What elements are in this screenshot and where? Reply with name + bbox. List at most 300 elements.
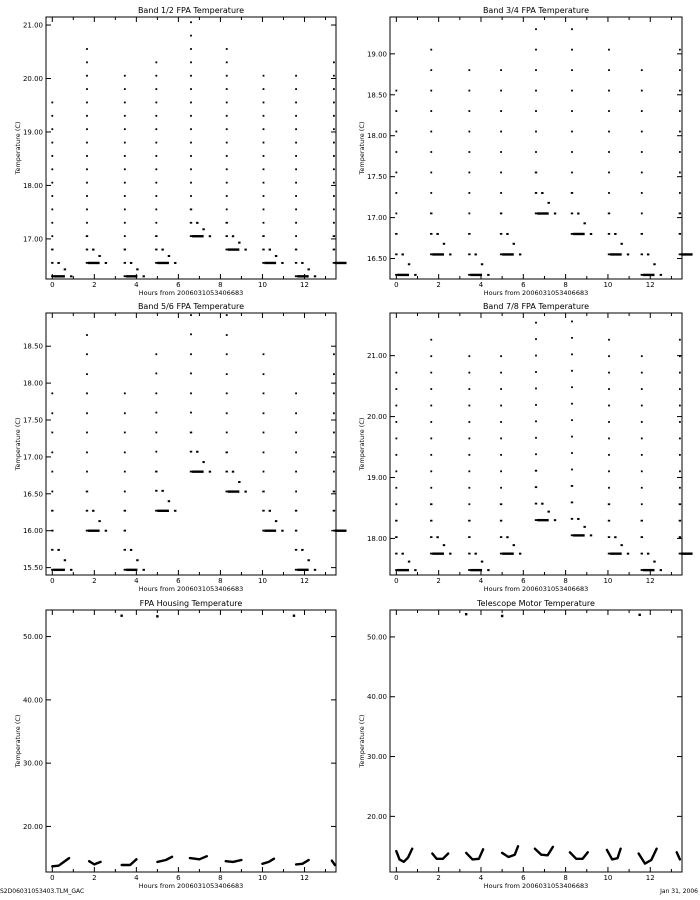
data-point bbox=[263, 168, 265, 170]
temperature-series-segment bbox=[52, 858, 69, 866]
x-tick-label: 8 bbox=[563, 874, 568, 882]
data-point bbox=[679, 339, 681, 341]
data-point bbox=[414, 569, 416, 571]
data-point bbox=[263, 392, 265, 394]
data-point bbox=[679, 172, 681, 174]
data-point bbox=[571, 321, 573, 323]
data-point bbox=[468, 274, 470, 276]
data-point bbox=[571, 485, 573, 487]
data-point bbox=[430, 213, 432, 215]
chart-panel-5 bbox=[14, 599, 336, 890]
data-point bbox=[263, 195, 265, 197]
data-point bbox=[679, 405, 681, 407]
data-point bbox=[430, 520, 432, 522]
data-point bbox=[196, 451, 198, 453]
data-point bbox=[155, 195, 157, 197]
plateau-mark bbox=[53, 275, 65, 277]
data-point bbox=[430, 388, 432, 390]
data-point bbox=[679, 110, 681, 112]
data-point bbox=[155, 182, 157, 184]
data-point bbox=[226, 249, 228, 251]
data-point bbox=[51, 115, 53, 117]
data-point bbox=[86, 392, 88, 394]
data-point bbox=[51, 392, 53, 394]
plateau-mark bbox=[297, 569, 309, 571]
data-point bbox=[86, 222, 88, 224]
data-point bbox=[155, 412, 157, 414]
data-point bbox=[301, 262, 303, 264]
data-point bbox=[401, 253, 403, 255]
data-point bbox=[155, 490, 157, 492]
data-point bbox=[190, 195, 192, 197]
data-point bbox=[547, 202, 549, 204]
data-point bbox=[333, 168, 335, 170]
y-axis-label: Temperature (C) bbox=[358, 714, 366, 768]
data-point bbox=[500, 253, 502, 255]
data-point bbox=[196, 222, 198, 224]
data-point bbox=[468, 372, 470, 374]
data-point bbox=[51, 235, 53, 237]
data-point bbox=[86, 432, 88, 434]
data-point bbox=[430, 405, 432, 407]
data-point bbox=[468, 213, 470, 215]
plateau-mark bbox=[265, 530, 277, 532]
plateau-mark bbox=[397, 274, 409, 276]
plateau-mark bbox=[537, 212, 549, 214]
outlier-point bbox=[501, 615, 503, 617]
data-point bbox=[155, 471, 157, 473]
data-point bbox=[679, 49, 681, 51]
chart-title: FPA Housing Temperature bbox=[139, 599, 243, 608]
data-point bbox=[571, 386, 573, 388]
data-point bbox=[226, 353, 228, 355]
data-point bbox=[124, 549, 126, 551]
data-point bbox=[571, 518, 573, 520]
data-point bbox=[124, 530, 126, 532]
data-point bbox=[86, 128, 88, 130]
data-point bbox=[86, 208, 88, 210]
plateau-mark bbox=[502, 253, 514, 255]
data-point bbox=[436, 536, 438, 538]
data-point bbox=[468, 569, 470, 571]
y-tick-label: 17.00 bbox=[22, 453, 43, 462]
data-point bbox=[190, 182, 192, 184]
data-point bbox=[226, 155, 228, 157]
data-point bbox=[295, 392, 297, 394]
data-point bbox=[263, 373, 265, 375]
data-point bbox=[333, 88, 335, 90]
data-point bbox=[295, 102, 297, 104]
data-point bbox=[226, 208, 228, 210]
data-point bbox=[487, 274, 489, 276]
data-point bbox=[554, 519, 556, 521]
data-point bbox=[468, 553, 470, 555]
data-point bbox=[333, 115, 335, 117]
data-point bbox=[614, 536, 616, 538]
x-tick-label: 2 bbox=[92, 281, 97, 289]
plateau-mark bbox=[610, 253, 622, 255]
chart-title: Band 3/4 FPA Temperature bbox=[482, 6, 590, 15]
data-point bbox=[333, 412, 335, 414]
data-point bbox=[226, 314, 228, 316]
data-point bbox=[92, 510, 94, 512]
data-point bbox=[263, 155, 265, 157]
data-point bbox=[190, 392, 192, 394]
data-point bbox=[608, 438, 610, 440]
data-point bbox=[124, 412, 126, 414]
data-point bbox=[679, 69, 681, 71]
data-point bbox=[155, 262, 157, 264]
x-axis-label: Hours from 2006031053406683 bbox=[483, 882, 589, 890]
data-point bbox=[124, 155, 126, 157]
data-point bbox=[571, 452, 573, 454]
data-point bbox=[500, 233, 502, 235]
data-point bbox=[314, 275, 316, 277]
data-point bbox=[608, 233, 610, 235]
data-point bbox=[443, 544, 445, 546]
y-axis-label: Temperature (C) bbox=[358, 121, 366, 175]
data-point bbox=[414, 274, 416, 276]
data-point bbox=[430, 487, 432, 489]
data-point bbox=[500, 172, 502, 174]
data-point bbox=[513, 544, 515, 546]
data-point bbox=[468, 421, 470, 423]
data-point bbox=[86, 182, 88, 184]
plateau-mark bbox=[126, 275, 138, 277]
data-point bbox=[124, 75, 126, 77]
x-tick-label: 6 bbox=[176, 281, 181, 289]
y-tick-label: 21.00 bbox=[22, 21, 43, 30]
footer-filename: S2D06031053403.TLM_GAC bbox=[0, 888, 85, 895]
y-axis-label: Temperature (C) bbox=[358, 417, 366, 471]
data-point bbox=[86, 195, 88, 197]
x-tick-label: 12 bbox=[645, 281, 655, 289]
data-point bbox=[679, 131, 681, 133]
data-point bbox=[333, 142, 335, 144]
data-point bbox=[641, 372, 643, 374]
data-point bbox=[295, 195, 297, 197]
outlier-point bbox=[465, 613, 467, 615]
data-point bbox=[190, 333, 192, 335]
data-point bbox=[647, 553, 649, 555]
y-tick-label: 30.00 bbox=[366, 753, 387, 762]
data-point bbox=[535, 90, 537, 92]
data-point bbox=[105, 262, 107, 264]
plot-frame bbox=[46, 610, 336, 872]
data-point bbox=[395, 274, 397, 276]
data-point bbox=[281, 262, 283, 264]
data-point bbox=[155, 128, 157, 130]
data-point bbox=[333, 155, 335, 157]
data-point bbox=[333, 471, 335, 473]
data-point bbox=[408, 561, 410, 563]
data-point bbox=[333, 235, 335, 237]
data-point bbox=[190, 35, 192, 37]
data-point bbox=[86, 235, 88, 237]
chart-panel-6 bbox=[358, 599, 682, 890]
data-point bbox=[51, 530, 53, 532]
plateau-mark bbox=[192, 470, 204, 472]
data-point bbox=[155, 142, 157, 144]
y-tick-label: 18.50 bbox=[366, 91, 387, 100]
plot-frame bbox=[390, 17, 682, 279]
y-tick-label: 18.00 bbox=[366, 534, 387, 543]
data-point bbox=[155, 451, 157, 453]
data-point bbox=[333, 102, 335, 104]
data-point bbox=[295, 208, 297, 210]
data-point bbox=[295, 115, 297, 117]
data-point bbox=[238, 242, 240, 244]
data-point bbox=[190, 412, 192, 414]
x-tick-label: 6 bbox=[521, 281, 526, 289]
data-point bbox=[679, 388, 681, 390]
data-point bbox=[281, 530, 283, 532]
data-point bbox=[395, 438, 397, 440]
x-tick-label: 10 bbox=[603, 281, 613, 289]
data-point bbox=[275, 520, 277, 522]
data-point bbox=[627, 253, 629, 255]
y-tick-label: 18.50 bbox=[22, 342, 43, 351]
y-tick-label: 50.00 bbox=[366, 633, 387, 642]
data-point bbox=[269, 510, 271, 512]
x-axis-label: Hours from 2006031053406683 bbox=[138, 289, 244, 297]
data-point bbox=[571, 403, 573, 405]
data-point bbox=[232, 235, 234, 237]
data-point bbox=[263, 208, 265, 210]
data-point bbox=[468, 253, 470, 255]
data-point bbox=[506, 536, 508, 538]
data-point bbox=[130, 549, 132, 551]
chart-panel-2 bbox=[358, 6, 693, 297]
data-point bbox=[136, 268, 138, 270]
data-point bbox=[535, 503, 537, 505]
data-point bbox=[295, 262, 297, 264]
data-point bbox=[590, 233, 592, 235]
chart-panel-1 bbox=[14, 6, 347, 297]
data-point bbox=[395, 372, 397, 374]
data-point bbox=[679, 355, 681, 357]
data-point bbox=[641, 520, 643, 522]
temperature-series-segment bbox=[639, 849, 657, 864]
data-point bbox=[190, 208, 192, 210]
data-point bbox=[571, 213, 573, 215]
x-tick-label: 0 bbox=[50, 577, 55, 585]
data-point bbox=[535, 131, 537, 133]
data-point bbox=[155, 222, 157, 224]
data-point bbox=[395, 172, 397, 174]
data-point bbox=[86, 115, 88, 117]
temperature-series-segment bbox=[89, 861, 101, 864]
x-tick-label: 2 bbox=[436, 874, 441, 882]
data-point bbox=[155, 249, 157, 251]
temperature-series-segment bbox=[396, 849, 412, 862]
data-point bbox=[500, 192, 502, 194]
data-point bbox=[481, 263, 483, 265]
data-point bbox=[430, 151, 432, 153]
data-point bbox=[263, 128, 265, 130]
data-point bbox=[535, 420, 537, 422]
x-tick-label: 8 bbox=[563, 281, 568, 289]
data-point bbox=[124, 128, 126, 130]
data-point bbox=[295, 222, 297, 224]
data-point bbox=[395, 454, 397, 456]
data-point bbox=[124, 235, 126, 237]
data-point bbox=[333, 208, 335, 210]
data-point bbox=[395, 192, 397, 194]
temperature-series-segment bbox=[296, 860, 309, 864]
data-point bbox=[395, 421, 397, 423]
temperature-series-segment bbox=[502, 846, 518, 857]
y-tick-label: 16.50 bbox=[22, 490, 43, 499]
data-point bbox=[653, 263, 655, 265]
x-tick-label: 4 bbox=[134, 577, 139, 585]
data-point bbox=[571, 192, 573, 194]
data-point bbox=[263, 353, 265, 355]
data-point bbox=[295, 142, 297, 144]
x-tick-label: 8 bbox=[218, 281, 223, 289]
outlier-point bbox=[638, 614, 640, 616]
y-tick-label: 18.00 bbox=[22, 379, 43, 388]
data-point bbox=[51, 128, 53, 130]
data-point bbox=[535, 519, 537, 521]
x-tick-label: 4 bbox=[134, 874, 139, 882]
data-point bbox=[395, 233, 397, 235]
data-point bbox=[226, 102, 228, 104]
data-point bbox=[571, 172, 573, 174]
data-point bbox=[124, 142, 126, 144]
data-point bbox=[500, 131, 502, 133]
data-point bbox=[641, 151, 643, 153]
data-point bbox=[430, 503, 432, 505]
data-point bbox=[155, 510, 157, 512]
data-point bbox=[57, 549, 59, 551]
plateau-mark bbox=[265, 262, 277, 264]
data-point bbox=[430, 339, 432, 341]
y-tick-label: 20.00 bbox=[366, 812, 387, 821]
data-point bbox=[620, 243, 622, 245]
data-point bbox=[679, 438, 681, 440]
data-point bbox=[226, 432, 228, 434]
data-point bbox=[155, 353, 157, 355]
plateau-mark bbox=[397, 569, 409, 571]
data-point bbox=[608, 470, 610, 472]
data-point bbox=[571, 337, 573, 339]
data-point bbox=[641, 213, 643, 215]
data-point bbox=[190, 353, 192, 355]
data-point bbox=[295, 451, 297, 453]
plateau-mark bbox=[502, 552, 514, 554]
data-point bbox=[51, 569, 53, 571]
data-point bbox=[124, 262, 126, 264]
y-tick-label: 20.00 bbox=[366, 413, 387, 422]
data-point bbox=[641, 405, 643, 407]
plot-frame bbox=[46, 17, 336, 279]
data-point bbox=[535, 388, 537, 390]
data-point bbox=[161, 490, 163, 492]
data-point bbox=[51, 195, 53, 197]
data-point bbox=[130, 262, 132, 264]
data-point bbox=[51, 182, 53, 184]
y-tick-label: 17.50 bbox=[366, 173, 387, 182]
data-point bbox=[190, 451, 192, 453]
data-point bbox=[641, 69, 643, 71]
data-point bbox=[535, 453, 537, 455]
data-point bbox=[190, 75, 192, 77]
data-point bbox=[155, 432, 157, 434]
data-point bbox=[333, 530, 335, 532]
data-point bbox=[339, 262, 341, 264]
temperature-series-segment bbox=[226, 860, 242, 862]
data-point bbox=[571, 28, 573, 30]
data-point bbox=[608, 454, 610, 456]
data-point bbox=[535, 213, 537, 215]
data-point bbox=[679, 520, 681, 522]
data-point bbox=[535, 404, 537, 406]
chart-panel-4 bbox=[358, 302, 693, 593]
data-point bbox=[295, 510, 297, 512]
data-point bbox=[500, 553, 502, 555]
data-point bbox=[51, 491, 53, 493]
data-point bbox=[500, 405, 502, 407]
data-point bbox=[500, 520, 502, 522]
data-point bbox=[124, 115, 126, 117]
data-point bbox=[506, 233, 508, 235]
data-point bbox=[571, 110, 573, 112]
data-point bbox=[395, 520, 397, 522]
x-tick-label: 10 bbox=[257, 874, 267, 882]
y-tick-label: 19.00 bbox=[366, 50, 387, 59]
data-point bbox=[124, 222, 126, 224]
data-point bbox=[301, 549, 303, 551]
data-point bbox=[307, 268, 309, 270]
data-point bbox=[190, 128, 192, 130]
data-point bbox=[86, 168, 88, 170]
y-tick-label: 20.00 bbox=[22, 74, 43, 83]
x-tick-label: 2 bbox=[436, 281, 441, 289]
data-point bbox=[481, 561, 483, 563]
data-point bbox=[98, 520, 100, 522]
data-point bbox=[395, 90, 397, 92]
data-point bbox=[535, 28, 537, 30]
x-tick-label: 8 bbox=[218, 874, 223, 882]
data-point bbox=[263, 115, 265, 117]
data-point bbox=[124, 88, 126, 90]
data-point bbox=[226, 75, 228, 77]
data-point bbox=[641, 90, 643, 92]
data-point bbox=[571, 49, 573, 51]
plateau-mark bbox=[228, 248, 240, 250]
x-tick-label: 12 bbox=[300, 577, 309, 585]
data-point bbox=[226, 471, 228, 473]
data-point bbox=[535, 355, 537, 357]
data-point bbox=[226, 373, 228, 375]
data-point bbox=[627, 553, 629, 555]
data-point bbox=[295, 275, 297, 277]
data-point bbox=[190, 88, 192, 90]
footer-date: Jan 31, 2006 bbox=[660, 888, 698, 895]
data-point bbox=[541, 503, 543, 505]
data-point bbox=[174, 262, 176, 264]
x-tick-label: 4 bbox=[134, 281, 139, 289]
data-point bbox=[155, 373, 157, 375]
data-point bbox=[641, 470, 643, 472]
data-point bbox=[190, 48, 192, 50]
plateau-mark bbox=[297, 275, 309, 277]
data-point bbox=[608, 405, 610, 407]
data-point bbox=[641, 536, 643, 538]
data-point bbox=[226, 88, 228, 90]
data-point bbox=[571, 419, 573, 421]
